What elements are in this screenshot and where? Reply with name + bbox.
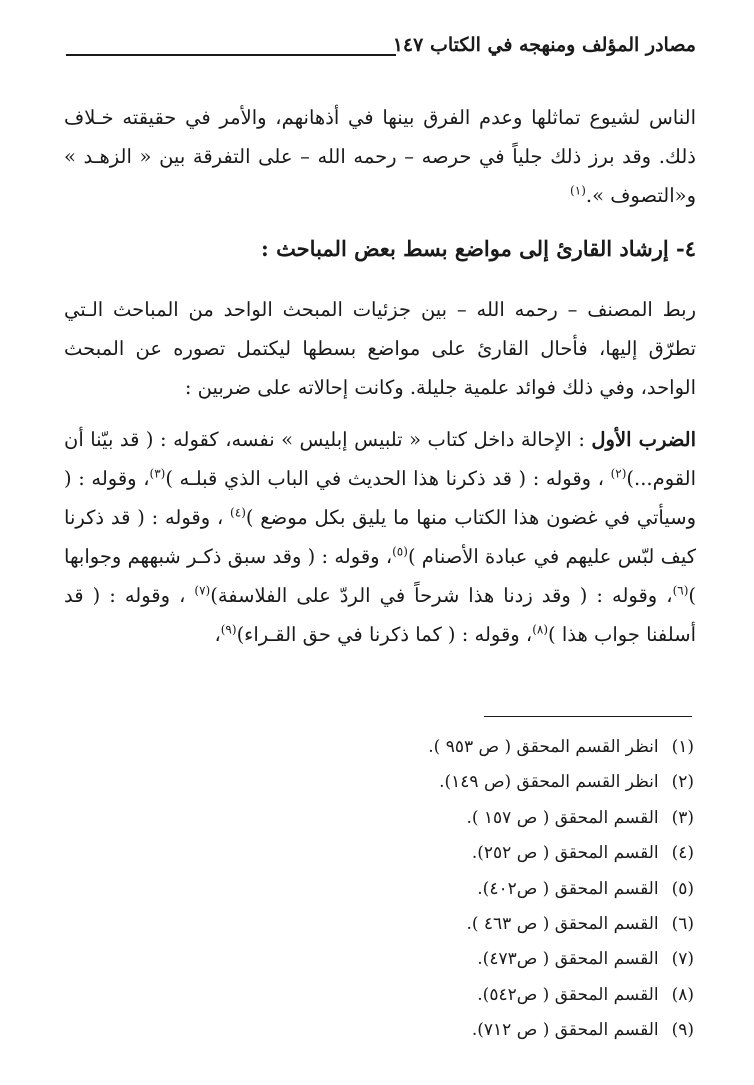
footnote-number: (١) xyxy=(671,737,694,757)
footnote xyxy=(374,836,694,871)
footnote-ref-8[interactable]: (٨) xyxy=(532,622,549,637)
footnote-text: القسم المحقق ( ص ١٥٧ ). xyxy=(466,807,659,828)
footnote-number: (٧) xyxy=(671,949,694,970)
footnote-ref-1[interactable]: (١) xyxy=(570,183,586,198)
footnote xyxy=(374,801,694,836)
paragraph-3-text: ، وقوله : ( قد ذكرنا كيف لبّس عليهم في عبادة الأصنام ) xyxy=(64,506,696,568)
footnote-text: القسم المحقق ( ص ٧١٢). xyxy=(471,1020,659,1041)
paragraph-1 xyxy=(64,98,696,215)
paragraph-1-text: الناس لشيوع تماثلها وعدم الفرق بينها في أذهانهم، والأمر في حقيقته خـلاف ذلك. وقد برز ذلك جلياً في حرصه – رحمه الله – على التفرقة بين « الزهـد » و«التصوف ». xyxy=(64,106,696,207)
footnote-text: القسم المحقق ( ص ٤٦٣ ). xyxy=(466,913,659,934)
footnote-ref-9[interactable]: (٩) xyxy=(220,622,237,637)
paragraph-3-text: ، xyxy=(214,623,221,646)
footnote xyxy=(374,730,694,765)
footnote-ref-6[interactable]: (٦) xyxy=(672,583,689,598)
footnote-rule xyxy=(484,716,692,717)
paragraph-3-text: ، وقوله : ( وسيأتي في غضون هذا الكتاب منها ما يليق بكل موضع ) xyxy=(64,467,696,529)
paragraph-2: ربط المصنف – رحمه الله – بين جزئيات المبحث الواحد من المباحث الـتي تطرّق إليها، فأحال القارئ على مواضع بسطها ليكتمل تصوره عن المبحث الواحد، وفي ذلك فوائد علمية جليلة. وكانت إحالاته على ضربين : xyxy=(64,298,696,399)
footnote-text: القسم المحقق ( ص٥٤٢). xyxy=(477,984,659,1005)
footnote-number: (٦) xyxy=(671,913,694,934)
paragraph-3-text: ، وقوله : ( قد أسلفنا جواب هذا ) xyxy=(64,584,696,646)
footnote xyxy=(374,872,694,907)
paragraph-3-text: ، وقوله : ( وقد سبق ذكـر شبههم وجوابها ) xyxy=(64,545,696,607)
footnote-number: (٥) xyxy=(671,878,694,899)
footnote xyxy=(374,1013,694,1048)
header-rule xyxy=(66,54,396,56)
footnote xyxy=(374,942,694,977)
footnote-ref-5[interactable]: (٥) xyxy=(392,544,408,559)
paragraph-3-text: : الإحالة داخل كتاب « تلبيس إبليس » نفسه، كقوله : ( قد بيّنا أن القوم...) xyxy=(64,428,696,490)
running-header xyxy=(66,30,696,64)
footnote-number: (٨) xyxy=(671,984,694,1005)
footnote-ref-4[interactable]: (٤) xyxy=(230,505,246,520)
footnote-text: القسم المحقق ( ص٤٧٣). xyxy=(477,949,659,970)
footnote-text: انظر القسم المحقق ( ص ٩٥٣ ). xyxy=(428,737,659,757)
section-heading: ٤- إرشاد القارئ إلى مواضع بسط بعض المباحث : xyxy=(261,236,696,261)
footnote xyxy=(374,907,694,942)
footnote-number: (٩) xyxy=(671,1020,694,1041)
footnote-text: القسم المحقق ( ص ٢٥٢). xyxy=(471,843,659,864)
footnote-ref-3[interactable]: (٣) xyxy=(149,466,166,481)
footnote-ref-2[interactable]: (٢) xyxy=(610,466,627,481)
footnote-text: انظر القسم المحقق (ص ١٤٩). xyxy=(439,772,659,793)
paragraph-3-text: ، وقوله : ( قد ذكرنا هذا الحديث في الباب الذي قبلـه ) xyxy=(165,467,611,490)
paragraph-3-lead: الضرب الأول xyxy=(591,428,696,451)
footnote xyxy=(374,765,694,800)
footnote-number: (٢) xyxy=(671,772,694,793)
paragraph-3-text: ، وقوله : ( وقد زدنا هذا شرحاً في الردّ على الفلاسفة) xyxy=(210,584,673,607)
footnote-ref-7[interactable]: (٧) xyxy=(194,583,211,598)
footnote-text: القسم المحقق ( ص٤٠٢). xyxy=(477,878,659,899)
header-title: مصادر المؤلف ومنهجه في الكتاب ١٤٧ xyxy=(392,34,696,56)
paragraph-3-text: ، وقوله : ( كما ذكرنا في حق القـراء) xyxy=(236,623,533,646)
paragraph-3 xyxy=(64,420,696,654)
footnote-number: (٤) xyxy=(671,843,694,864)
footnotes-list xyxy=(374,730,694,1049)
footnote-number: (٣) xyxy=(671,807,694,828)
footnote xyxy=(374,978,694,1013)
